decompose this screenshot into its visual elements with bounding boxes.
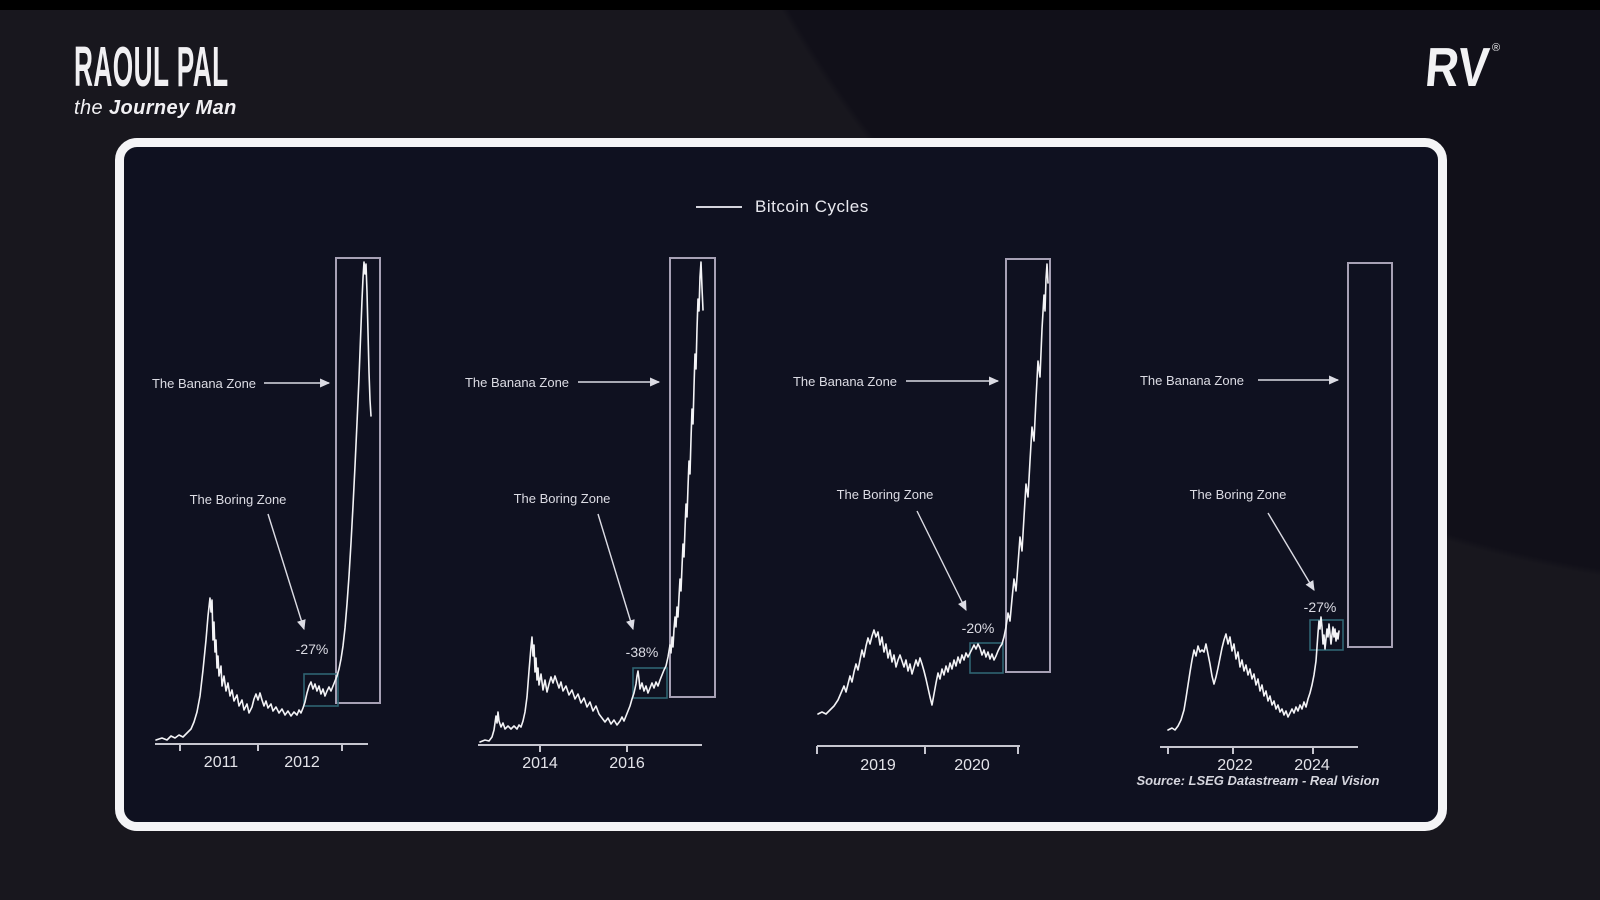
registered-trademark-icon: ® — [1492, 42, 1501, 54]
source-attribution: Source: LSEG Datastream - Real Vision — [1136, 773, 1380, 788]
boring-zone-label: The Boring Zone — [189, 492, 287, 507]
raoul-pal-logo-text: RAOUL PAL — [74, 35, 229, 99]
boring-zone-label: The Boring Zone — [1189, 487, 1287, 502]
drawdown-label: -27% — [1303, 599, 1337, 615]
year-label: 2011 — [203, 754, 239, 771]
tagline-journey-man: Journey Man — [108, 97, 237, 119]
banana-zone-label: The Banana Zone — [151, 376, 257, 391]
tagline-the: the — [74, 97, 104, 119]
slide-title — [696, 197, 869, 217]
year-label: 2012 — [284, 754, 320, 771]
raoul-pal-logo — [74, 35, 410, 120]
boring-zone-label: The Boring Zone — [513, 491, 611, 506]
journey-man-tagline — [74, 97, 410, 120]
rv-logo — [1422, 36, 1508, 98]
drawdown-label: -20% — [961, 620, 995, 636]
banana-zone-label: The Banana Zone — [1139, 373, 1245, 388]
year-label: 2019 — [860, 757, 896, 774]
drawdown-label: -27% — [295, 641, 329, 657]
year-label: 2020 — [954, 757, 990, 774]
drawdown-label: -38% — [625, 644, 659, 660]
boring-zone-label: The Boring Zone — [836, 487, 934, 502]
year-label: 2024 — [1294, 757, 1330, 774]
banana-zone-label: The Banana Zone — [464, 375, 570, 390]
rv-logo-text: RV — [1422, 36, 1492, 98]
slide-card — [115, 138, 1447, 831]
top-letterbox-bar — [0, 0, 1600, 10]
year-label: 2014 — [522, 755, 558, 772]
banana-zone-label: The Banana Zone — [792, 374, 898, 389]
year-label: 2022 — [1217, 757, 1253, 774]
year-label: 2016 — [609, 755, 645, 772]
slide-title-text: Bitcoin Cycles — [755, 197, 869, 216]
legend-line-swatch — [696, 206, 742, 208]
